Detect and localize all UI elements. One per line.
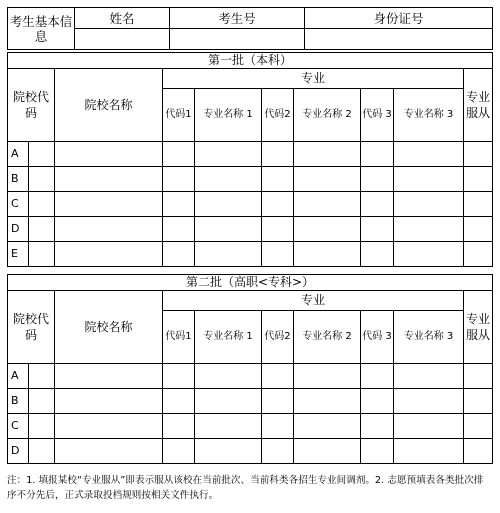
batch2-title: 第二批（高职<专科>） — [8, 275, 493, 291]
major-name1-cell[interactable] — [195, 167, 262, 192]
school-code-cell[interactable] — [29, 217, 55, 242]
major-name2-cell[interactable] — [294, 364, 361, 389]
code3-cell[interactable] — [361, 192, 394, 217]
major-obey-header: 专业服从 — [464, 291, 493, 364]
row-letter: D — [8, 439, 29, 464]
major-name3-cell[interactable] — [394, 217, 464, 242]
candidate-info-table — [7, 7, 493, 50]
major-name3-cell[interactable] — [394, 142, 464, 167]
table-row — [8, 389, 493, 414]
code2-cell[interactable] — [262, 217, 294, 242]
major-obey-header: 专业服从 — [464, 69, 493, 142]
major-obey-cell[interactable] — [464, 414, 493, 439]
major-name3-header: 专业名称 3 — [394, 311, 464, 364]
major-name3-cell[interactable] — [394, 167, 464, 192]
major-name2-cell[interactable] — [294, 217, 361, 242]
candidate-info-label: 考生基本信息 — [8, 8, 75, 50]
code2-cell[interactable] — [262, 364, 294, 389]
code3-header: 代码 3 — [361, 311, 394, 364]
major-name1-header: 专业名称 1 — [195, 89, 262, 142]
major-obey-cell[interactable] — [464, 439, 493, 464]
code2-cell[interactable] — [262, 439, 294, 464]
major-name2-cell[interactable] — [294, 167, 361, 192]
table-row — [8, 217, 493, 242]
table-row — [8, 414, 493, 439]
code3-cell[interactable] — [361, 364, 394, 389]
id-number-header: 身份证号 — [305, 8, 493, 29]
code3-cell[interactable] — [361, 242, 394, 267]
school-name-cell[interactable] — [55, 192, 163, 217]
code2-cell[interactable] — [262, 389, 294, 414]
code1-cell[interactable] — [163, 389, 195, 414]
footnote: 注：1. 填报某校“专业服从”即表示服从该校在当前批次、当前科类各招生专业间调剂。2. 志愿预填表各类批次排序不分先后，正式录取投档规则按相关文件执行。 — [7, 475, 484, 501]
school-name-cell[interactable] — [55, 439, 163, 464]
school-name-cell[interactable] — [55, 167, 163, 192]
code3-header: 代码 3 — [361, 89, 394, 142]
table-row — [8, 439, 493, 464]
school-name-cell[interactable] — [55, 142, 163, 167]
row-letter: C — [8, 414, 29, 439]
row-letter: D — [8, 217, 29, 242]
code1-cell[interactable] — [163, 242, 195, 267]
major-name1-cell[interactable] — [195, 389, 262, 414]
major-name2-header: 专业名称 2 — [294, 89, 361, 142]
name-field[interactable] — [75, 29, 170, 50]
code1-cell[interactable] — [163, 364, 195, 389]
code1-cell[interactable] — [163, 167, 195, 192]
school-name-cell[interactable] — [55, 414, 163, 439]
code2-cell[interactable] — [262, 414, 294, 439]
major-name1-cell[interactable] — [195, 439, 262, 464]
table-row — [8, 364, 493, 389]
row-letter: A — [8, 142, 29, 167]
school-code-cell[interactable] — [29, 192, 55, 217]
code1-cell[interactable] — [163, 192, 195, 217]
major-name2-cell[interactable] — [294, 142, 361, 167]
school-name-cell[interactable] — [55, 217, 163, 242]
batch1-table — [7, 52, 493, 267]
major-obey-cell[interactable] — [464, 192, 493, 217]
major-name2-cell[interactable] — [294, 242, 361, 267]
row-letter: A — [8, 364, 29, 389]
major-obey-cell[interactable] — [464, 242, 493, 267]
code2-cell[interactable] — [262, 242, 294, 267]
major-name3-cell[interactable] — [394, 439, 464, 464]
school-code-header: 院校代码 — [8, 69, 55, 142]
major-name3-cell[interactable] — [394, 414, 464, 439]
major-name1-cell[interactable] — [195, 364, 262, 389]
code2-header: 代码2 — [262, 311, 294, 364]
code1-cell[interactable] — [163, 142, 195, 167]
code3-cell[interactable] — [361, 439, 394, 464]
school-code-cell[interactable] — [29, 242, 55, 267]
row-letter: E — [8, 242, 29, 267]
code2-cell[interactable] — [262, 192, 294, 217]
school-code-cell[interactable] — [29, 167, 55, 192]
major-name1-cell[interactable] — [195, 217, 262, 242]
major-name1-header: 专业名称 1 — [195, 311, 262, 364]
school-code-cell[interactable] — [29, 414, 55, 439]
table-row — [8, 242, 493, 267]
school-code-cell[interactable] — [29, 439, 55, 464]
code1-cell[interactable] — [163, 414, 195, 439]
school-name-header: 院校名称 — [55, 69, 163, 142]
row-letter: C — [8, 192, 29, 217]
school-code-cell[interactable] — [29, 142, 55, 167]
row-letter: B — [8, 389, 29, 414]
major-name2-cell[interactable] — [294, 389, 361, 414]
major-name2-cell[interactable] — [294, 439, 361, 464]
school-code-header: 院校代码 — [8, 291, 55, 364]
school-name-cell[interactable] — [55, 389, 163, 414]
exam-number-header: 考生号 — [170, 8, 305, 29]
code2-header: 代码2 — [262, 89, 294, 142]
table-row — [8, 167, 493, 192]
major-name2-header: 专业名称 2 — [294, 311, 361, 364]
major-name3-cell[interactable] — [394, 389, 464, 414]
major-name3-cell[interactable] — [394, 242, 464, 267]
major-obey-cell[interactable] — [464, 389, 493, 414]
table-row — [8, 142, 493, 167]
major-header: 专业 — [163, 291, 464, 311]
major-name3-header: 专业名称 3 — [394, 89, 464, 142]
school-name-header: 院校名称 — [55, 291, 163, 364]
code3-cell[interactable] — [361, 414, 394, 439]
major-name2-cell[interactable] — [294, 192, 361, 217]
major-obey-cell[interactable] — [464, 364, 493, 389]
table-row — [8, 192, 493, 217]
code1-header: 代码1 — [163, 89, 195, 142]
exam-number-field[interactable] — [170, 29, 305, 50]
major-name2-cell[interactable] — [294, 414, 361, 439]
id-number-field[interactable] — [305, 29, 493, 50]
school-code-cell[interactable] — [29, 364, 55, 389]
major-name1-cell[interactable] — [195, 192, 262, 217]
code3-cell[interactable] — [361, 167, 394, 192]
major-name1-cell[interactable] — [195, 414, 262, 439]
major-obey-cell[interactable] — [464, 167, 493, 192]
school-name-cell[interactable] — [55, 242, 163, 267]
code3-cell[interactable] — [361, 389, 394, 414]
batch2-table — [7, 274, 493, 464]
code1-cell[interactable] — [163, 439, 195, 464]
code1-header: 代码1 — [163, 311, 195, 364]
major-name1-cell[interactable] — [195, 242, 262, 267]
name-header: 姓名 — [75, 8, 170, 29]
code2-cell[interactable] — [262, 142, 294, 167]
code2-cell[interactable] — [262, 167, 294, 192]
major-header: 专业 — [163, 69, 464, 89]
batch1-title: 第一批（本科） — [8, 53, 493, 69]
code3-cell[interactable] — [361, 142, 394, 167]
school-name-cell[interactable] — [55, 364, 163, 389]
code1-cell[interactable] — [163, 217, 195, 242]
major-obey-cell[interactable] — [464, 142, 493, 167]
row-letter: B — [8, 167, 29, 192]
code3-cell[interactable] — [361, 217, 394, 242]
major-name1-cell[interactable] — [195, 142, 262, 167]
major-name3-cell[interactable] — [394, 192, 464, 217]
major-name3-cell[interactable] — [394, 364, 464, 389]
major-obey-cell[interactable] — [464, 217, 493, 242]
school-code-cell[interactable] — [29, 389, 55, 414]
